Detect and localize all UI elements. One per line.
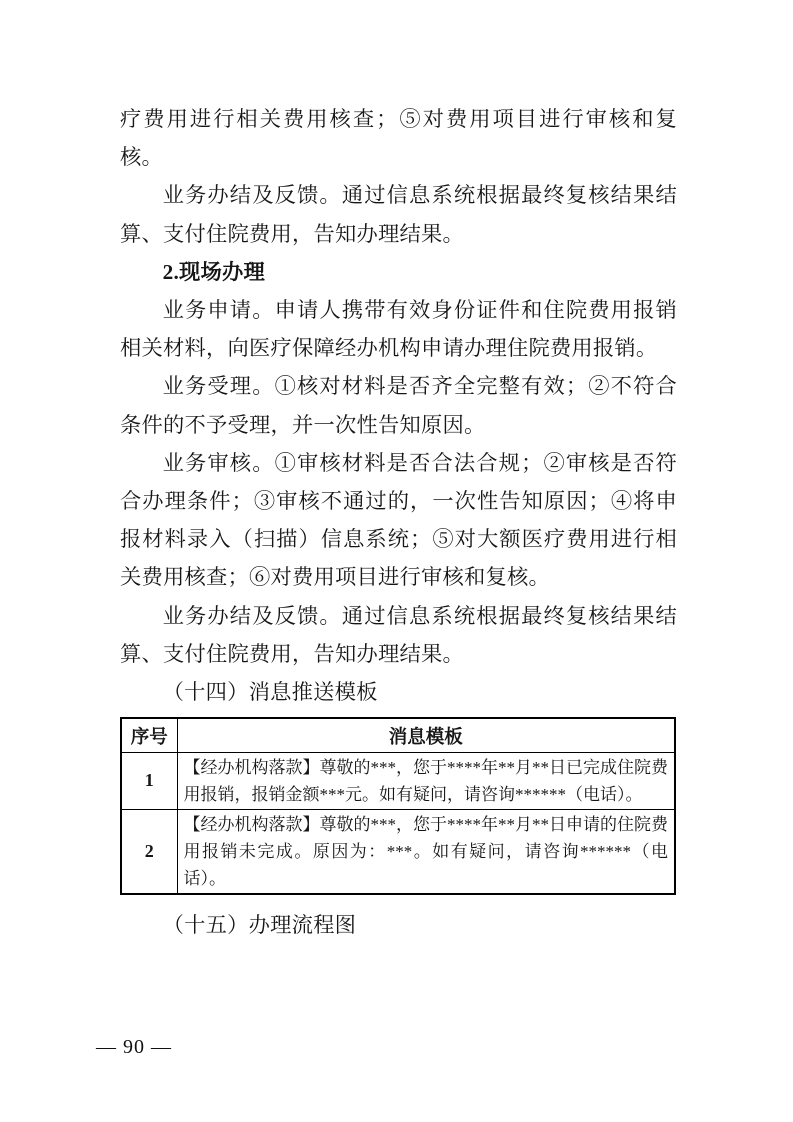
message-template-table <box>120 717 676 895</box>
section-heading-message-templates: （十四）消息推送模板 <box>162 680 378 705</box>
document-body <box>120 100 677 944</box>
body-paragraph-completion-feedback: 业务办结及反馈。通过信息系统根据最终复核结果结算、支付住院费用，告知办理结果。 <box>120 183 677 246</box>
table-header-row <box>121 718 675 752</box>
row-template-text: 【经办机构落款】尊敬的***，您于****年**月**日已完成住院费用报销，报销金额***元。如有疑问，请咨询******（电话）。 <box>177 752 675 809</box>
body-paragraph-completion-feedback-2: 业务办结及反馈。通过信息系统根据最终复核结果结算、支付住院费用，告知办理结果。 <box>120 603 677 666</box>
section-heading-process-flowchart: （十五）办理流程图 <box>162 912 357 937</box>
column-header-seq-no: 序号 <box>121 718 177 752</box>
body-paragraph-continuation: 疗费用进行相关费用核查；⑤对费用项目进行审核和复核。 <box>120 107 677 170</box>
body-paragraph-review: 业务审核。①审核材料是否合法合规；②审核是否符合办理条件；③审核不通过的，一次性告知原因；④将申报材料录入（扫描）信息系统；⑤对大额医疗费用进行相关费用核查；⑥对费用项目进行审核和复核。 <box>120 450 677 590</box>
page-number: — 90 — <box>96 1036 172 1058</box>
table-row <box>121 809 675 894</box>
column-header-message-template: 消息模板 <box>177 718 675 752</box>
body-paragraph-acceptance: 业务受理。①核对材料是否齐全完整有效；②不符合条件的不予受理，并一次性告知原因。 <box>120 374 677 437</box>
body-paragraph-application: 业务申请。申请人携带有效身份证件和住院费用报销相关材料，向医疗保障经办机构申请办理住院费用报销。 <box>120 298 677 361</box>
table-row <box>121 752 675 809</box>
row-template-text: 【经办机构落款】尊敬的***，您于****年**月**日申请的住院费用报销未完成。原因为：***。如有疑问，请咨询******（电话）。 <box>177 809 675 894</box>
row-number: 1 <box>121 752 177 809</box>
row-number: 2 <box>121 809 177 894</box>
subsection-heading-onsite-handling: 2.现场办理 <box>162 259 265 284</box>
